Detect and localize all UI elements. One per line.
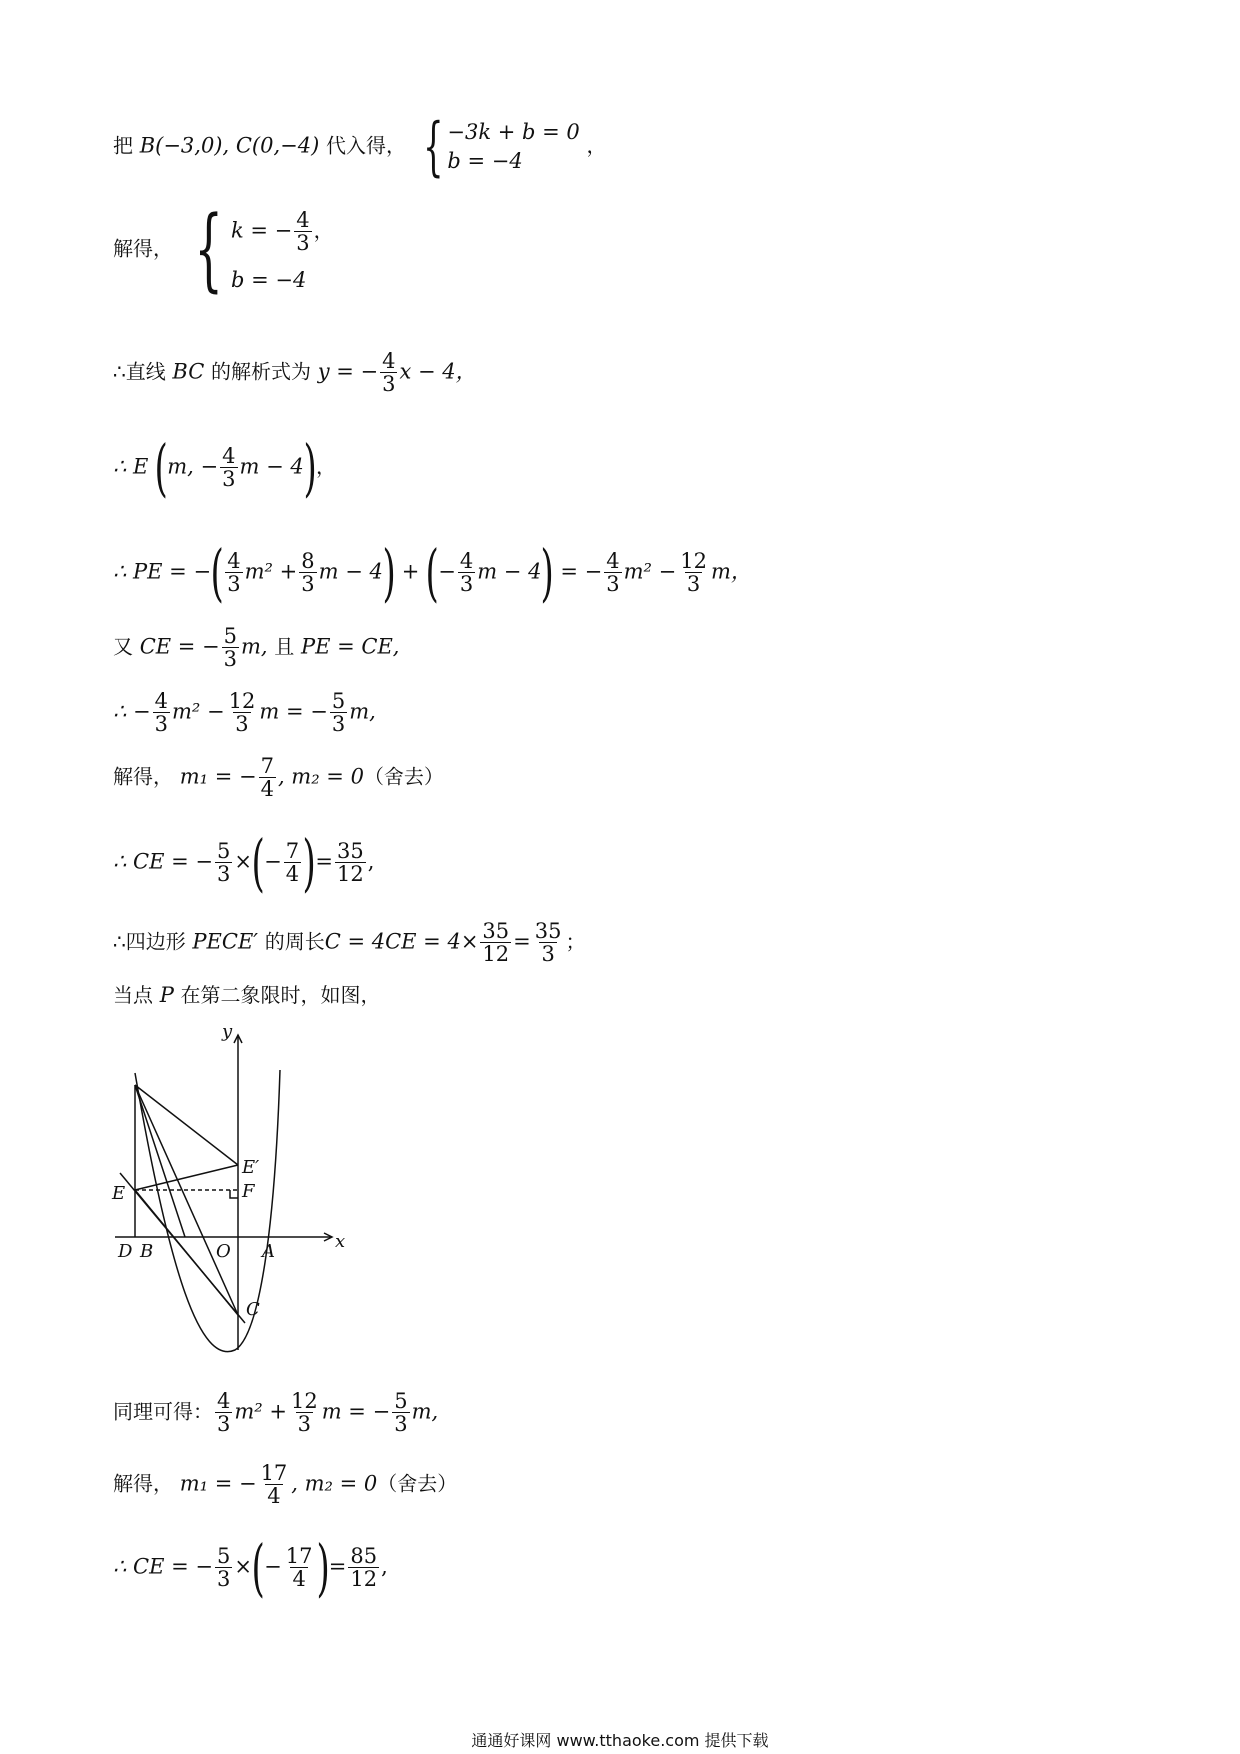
line-solve-m2	[113, 1462, 457, 1508]
math: , m₂ = 0	[277, 764, 364, 789]
math: m = −	[259, 699, 328, 724]
segment-pb	[135, 1085, 185, 1237]
fraction: $\frac{5}{3}$	[216, 838, 231, 886]
text: 在第二象限时，如图，	[180, 983, 381, 1007]
label-y: y	[222, 1025, 233, 1042]
fraction: $\frac{4}{3}$	[606, 548, 620, 596]
text: 又	[113, 634, 133, 659]
fraction: $\frac{8}{3}$	[301, 548, 315, 596]
math: m² +	[234, 1399, 287, 1424]
math: −	[264, 849, 282, 874]
fraction: $\frac{4}{3}$	[459, 548, 474, 596]
math: ×	[234, 1554, 252, 1579]
line-point-e: ∴ E (m, − $\frac{4}{3}$ m − 4)，	[113, 431, 336, 504]
footer: 通通好课网 www.tthaoke.com 提供下载	[471, 1731, 769, 1750]
fraction: $\frac{85}{12}$	[350, 1543, 378, 1591]
fraction: $\frac{12}{3}$	[290, 1389, 318, 1437]
fraction: $\frac{17}{4}$	[260, 1461, 288, 1509]
line-bc-expression	[113, 350, 477, 396]
line-ce-value-2: ∴ CE = − $\frac{5}{3}$ ×(− $\frac{17}{4}$ )= $\frac{85}{12}$ ,	[113, 1531, 388, 1604]
segment-pc	[135, 1085, 238, 1315]
fraction: $\frac{4}{3}$	[227, 548, 241, 596]
math: =	[328, 1554, 347, 1579]
math: ×	[234, 849, 252, 874]
label-b: B	[140, 1241, 154, 1262]
math: =	[513, 929, 531, 954]
text: ∴直线	[113, 359, 166, 384]
text: 的周长	[264, 929, 325, 954]
label-o: O	[216, 1241, 231, 1262]
math: = −	[560, 559, 603, 584]
math: CE = −	[139, 634, 220, 659]
math: m,	[411, 1399, 439, 1424]
fraction: $\frac{4}{3}$	[296, 208, 310, 256]
fraction: $\frac{35}{3}$	[534, 919, 562, 967]
fraction: $\frac{7}{4}$	[285, 838, 300, 886]
text: 且	[274, 634, 295, 659]
math: ,	[367, 849, 375, 874]
math: P	[159, 983, 174, 1007]
geometry-figure	[110, 1025, 350, 1355]
math: m = −	[321, 1399, 391, 1424]
text: ，	[315, 454, 336, 479]
text: ；	[565, 929, 586, 954]
line-ce	[113, 625, 399, 671]
math: ∴ E	[113, 454, 149, 479]
math: ∴ CE = −	[113, 849, 213, 874]
text: ，	[313, 218, 334, 243]
fraction: $\frac{5}{3}$	[331, 689, 346, 737]
fraction: $\frac{5}{3}$	[223, 624, 238, 672]
math: ∴ CE = −	[113, 1554, 213, 1579]
equation: b = −4	[230, 267, 307, 292]
label-d: D	[118, 1241, 133, 1262]
math: m₁ = −	[179, 764, 257, 789]
fraction: $\frac{5}{3}$	[394, 1389, 408, 1437]
math: =	[315, 849, 333, 874]
math: x − 4，	[399, 359, 477, 384]
text: 解得，	[113, 1471, 173, 1496]
fraction: $\frac{35}{12}$	[482, 919, 510, 967]
math: m − 4	[239, 454, 304, 479]
label-e-prime: E′	[242, 1157, 260, 1178]
line-perimeter	[113, 920, 586, 966]
math: ∴ PE = −	[113, 559, 212, 584]
text: 解得，	[113, 764, 173, 789]
math: , m₂ = 0	[291, 1471, 378, 1496]
fraction: $\frac{12}{3}$	[228, 689, 256, 737]
fraction: $\frac{4}{3}$	[382, 349, 396, 397]
math: m, −	[167, 454, 219, 479]
math: m，	[710, 559, 752, 584]
math: m,	[241, 634, 268, 659]
fraction: $\frac{5}{3}$	[216, 1543, 231, 1591]
text: 同理可得：	[113, 1399, 213, 1424]
text: ，	[586, 133, 607, 158]
math: m,	[349, 699, 376, 724]
text: （舍去）	[377, 1471, 458, 1496]
line-second-quadrant	[113, 985, 381, 1006]
math: PE = CE,	[300, 634, 400, 659]
text: 的解析式为	[211, 359, 311, 384]
text: 解得，	[113, 236, 173, 261]
fraction: $\frac{12}{3}$	[680, 548, 707, 596]
math: m² −	[623, 559, 677, 584]
line-ce-value: ∴ CE = − $\frac{5}{3}$ ×(− $\frac{7}{4}$ )= $\frac{35}{12}$ ,	[113, 826, 375, 899]
text: 代入得，	[325, 133, 406, 158]
math: m₁ = −	[179, 1471, 257, 1496]
equation: b = −4	[447, 149, 523, 173]
math: −	[438, 559, 456, 584]
fraction: $\frac{17}{4}$	[285, 1543, 313, 1591]
math: B(−3,0), C(0,−4)	[139, 133, 320, 158]
segment-ee-prime	[135, 1165, 238, 1190]
equation-system	[180, 197, 334, 302]
math: m² +	[244, 559, 298, 584]
math: y = −	[317, 359, 379, 384]
label-e: E	[112, 1183, 126, 1204]
fraction: $\frac{35}{12}$	[336, 838, 364, 886]
fraction: $\frac{4}{3}$	[217, 1389, 231, 1437]
math: m − 4	[477, 559, 542, 584]
fraction: $\frac{4}{3}$	[222, 443, 236, 491]
math: m² −	[172, 699, 225, 724]
text: ∴四边形	[113, 929, 186, 954]
brace-icon: {	[422, 110, 444, 184]
math: C = 4CE = 4×	[324, 929, 479, 954]
line-equation	[113, 690, 376, 736]
text: 当点	[113, 983, 153, 1007]
equation: −3k + b = 0	[447, 120, 580, 144]
math: +	[401, 559, 420, 584]
label-a: A	[262, 1241, 275, 1262]
text: （舍去）	[363, 764, 444, 789]
line-substitute	[113, 110, 607, 184]
text: 把	[113, 133, 133, 158]
brace-icon: {	[194, 197, 223, 302]
label-f: F	[242, 1181, 255, 1202]
line-similarly	[113, 1390, 438, 1436]
fraction: $\frac{7}{4}$	[260, 754, 274, 802]
line-solve-kb	[113, 197, 334, 302]
math: PECE′	[192, 929, 259, 954]
line-pe: ∴ PE = −( $\frac{4}{3}$ m² + $\frac{8}{3}$ m − 4) + (− $\frac{4}{3}$ m − 4) = − $\frac{4}{3}$ m² − $\frac{12}{3}$ m，	[113, 536, 752, 609]
line-solve-m	[113, 755, 444, 801]
math: m − 4	[318, 559, 383, 584]
label-x: x	[335, 1231, 346, 1252]
right-angle-icon	[230, 1190, 238, 1198]
math: BC	[172, 359, 205, 384]
fraction: $\frac{4}{3}$	[154, 689, 169, 737]
math: −	[264, 1554, 282, 1579]
math: k = −	[230, 218, 293, 243]
label-c: C	[246, 1299, 260, 1320]
equation-system	[413, 110, 580, 184]
math: ,	[381, 1554, 388, 1579]
math: ∴ −	[113, 699, 151, 724]
